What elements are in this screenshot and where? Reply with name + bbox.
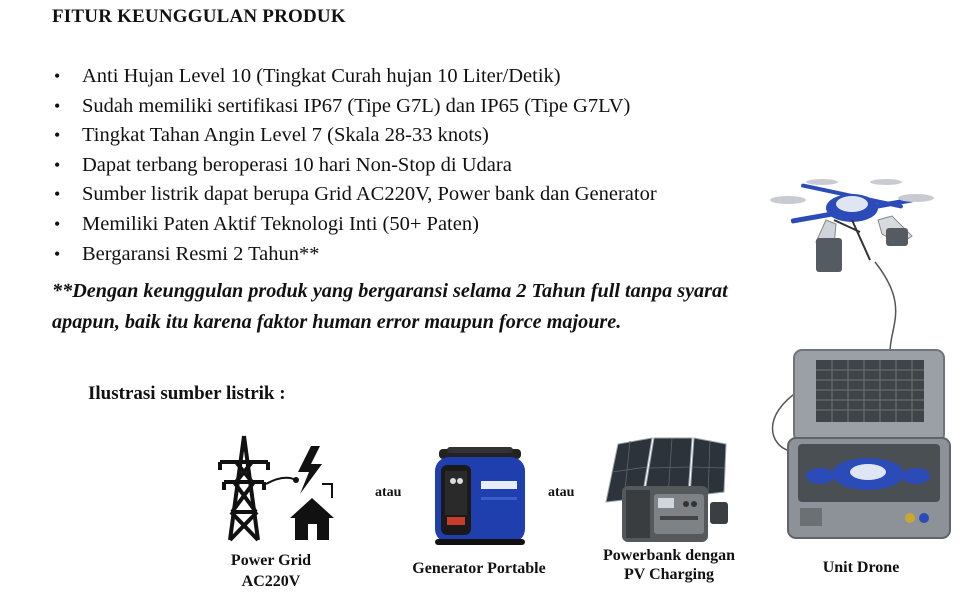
caption-line: AC220V [241,573,301,590]
caption-line: PV Charging [624,566,714,583]
caption-powerbank [584,546,754,584]
caption-generator [398,558,560,579]
separator-text: atau [375,485,402,500]
power-grid-icon [214,432,338,546]
warranty-note: **Dengan keunggulan produk yang bergaransi selama 2 Tahun full tanpa syarat apapun, baik itu karena faktor human error maupun force majoure. [52,280,728,333]
caption-power-grid [215,550,327,592]
feature-item: • Tingkat Tahan Angin Level 7 (Skala 28-33 knots) [52,121,657,151]
caption-drone [806,557,916,578]
feature-item: • Sudah memiliki sertifikasi IP67 (Tipe G7L) dan IP65 (Tipe G7LV) [52,92,657,122]
drone-case-icon [760,176,960,546]
caption-line: Generator Portable [412,560,546,577]
feature-item: • Bergaransi Resmi 2 Tahun** [52,240,657,270]
illustration-title: Ilustrasi sumber listrik : [88,383,286,404]
caption-line: Power Grid [230,552,312,569]
feature-item: • Anti Hujan Level 10 (Tingkat Curah hujan 10 Liter/Detik) [52,62,657,92]
feature-list [52,62,657,269]
feature-item: • Dapat terbang beroperasi 10 hari Non-Stop di Udara [52,151,657,181]
page-title: FITUR KEUNGGULAN PRODUK [52,6,346,27]
separator-text: atau [548,485,575,500]
generator-icon [433,447,527,547]
feature-item: • Memiliki Paten Aktif Teknologi Inti (50+ Paten) [52,210,657,240]
feature-item: • Sumber listrik dapat berupa Grid AC220V, Power bank dan Generator [52,180,657,210]
solar-powerbank-icon [600,432,734,544]
caption-line: Unit Drone [822,559,900,576]
caption-line: Powerbank dengan [602,547,736,564]
